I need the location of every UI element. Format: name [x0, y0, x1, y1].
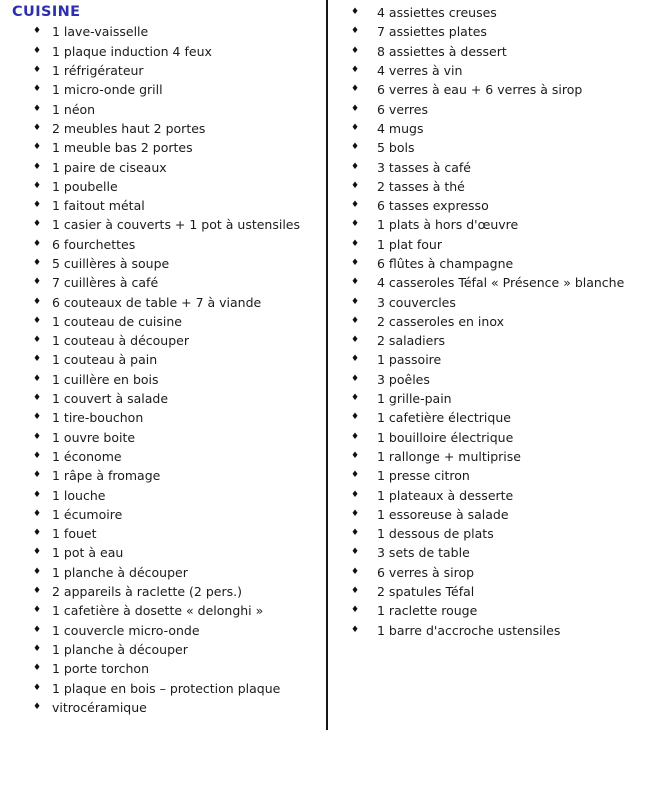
list-item [351, 505, 643, 524]
item-text: 1 paire de ciseaux [52, 159, 167, 175]
item-text: 1 louche [52, 487, 106, 503]
item-text: 6 tasses expresso [377, 198, 489, 214]
diamond-bullet-icon: ♦ [33, 701, 42, 712]
diamond-bullet-icon: ♦ [351, 296, 360, 307]
list-item [351, 215, 643, 234]
diamond-bullet-icon: ♦ [351, 315, 360, 326]
diamond-bullet-icon: ♦ [351, 528, 360, 539]
diamond-bullet-icon: ♦ [351, 180, 360, 191]
diamond-bullet-icon: ♦ [33, 412, 42, 423]
list-item [351, 601, 643, 620]
list-item [12, 119, 324, 138]
item-text: 1 économe [52, 448, 122, 464]
diamond-bullet-icon: ♦ [351, 586, 360, 597]
item-text: 1 réfrigérateur [52, 63, 144, 79]
item-text: 1 poubelle [52, 178, 118, 194]
item-text: 6 couteaux de table + 7 à viande [52, 294, 262, 310]
item-text: 1 couteau de cuisine [52, 313, 182, 329]
item-text: 1 cafetière à dosette « delonghi » [52, 603, 264, 619]
item-text: 1 cafetière électrique [377, 410, 511, 426]
item-text: 1 bouilloire électrique [377, 429, 514, 445]
item-text: 1 rallonge + multiprise [377, 448, 521, 464]
diamond-bullet-icon: ♦ [33, 624, 42, 635]
item-text: 4 verres à vin [377, 63, 463, 79]
item-text: 3 tasses à café [377, 159, 471, 175]
list-item [351, 370, 643, 389]
list-item [12, 331, 324, 350]
list-item [12, 215, 324, 234]
list-item [12, 292, 324, 311]
item-text: 1 plat four [377, 236, 442, 252]
diamond-bullet-icon: ♦ [33, 489, 42, 500]
item-text: 1 grille-pain [377, 391, 452, 407]
diamond-bullet-icon: ♦ [33, 547, 42, 558]
diamond-bullet-icon: ♦ [33, 528, 42, 539]
diamond-bullet-icon: ♦ [351, 393, 360, 404]
item-text: 8 assiettes à dessert [377, 43, 507, 59]
list-item [12, 273, 324, 292]
list-item [351, 235, 643, 254]
diamond-bullet-icon: ♦ [351, 7, 360, 18]
diamond-bullet-icon: ♦ [33, 431, 42, 442]
item-text: 1 passoire [377, 352, 442, 368]
item-text: 1 planche à découper [52, 564, 188, 580]
item-text: 1 dessous de plats [377, 526, 494, 542]
item-text: 1 ouvre boite [52, 429, 136, 445]
list-item [351, 196, 643, 215]
list-item [12, 563, 324, 582]
diamond-bullet-icon: ♦ [33, 180, 42, 191]
diamond-bullet-icon: ♦ [351, 450, 360, 461]
item-text: 1 faitout métal [52, 198, 145, 214]
diamond-bullet-icon: ♦ [351, 200, 360, 211]
diamond-bullet-icon: ♦ [351, 566, 360, 577]
item-text: 2 appareils à raclette (2 pers.) [52, 584, 242, 600]
item-text: 1 lave-vaisselle [52, 24, 149, 40]
diamond-bullet-icon: ♦ [33, 200, 42, 211]
diamond-bullet-icon: ♦ [351, 26, 360, 37]
list-item [12, 466, 324, 485]
item-text: 1 porte torchon [52, 661, 149, 677]
list-item [12, 389, 324, 408]
list-item [12, 678, 324, 697]
item-text: 1 râpe à fromage [52, 468, 161, 484]
diamond-bullet-icon: ♦ [351, 412, 360, 423]
diamond-bullet-icon: ♦ [33, 103, 42, 114]
diamond-bullet-icon: ♦ [351, 508, 360, 519]
diamond-bullet-icon: ♦ [33, 586, 42, 597]
list-item [351, 621, 643, 640]
list-item [351, 408, 643, 427]
list-item [351, 428, 643, 447]
list-item [351, 312, 643, 331]
diamond-bullet-icon: ♦ [33, 566, 42, 577]
diamond-bullet-icon: ♦ [33, 354, 42, 365]
diamond-bullet-icon: ♦ [33, 45, 42, 56]
item-text: 1 plaque induction 4 feux [52, 43, 212, 59]
diamond-bullet-icon: ♦ [33, 470, 42, 481]
list-item [12, 312, 324, 331]
item-text: 1 écumoire [52, 506, 123, 522]
item-text: 4 casseroles Téfal « Présence » blanche [377, 275, 625, 291]
list-item [351, 331, 643, 350]
item-text: 1 néon [52, 101, 96, 117]
diamond-bullet-icon: ♦ [33, 605, 42, 616]
list-item [12, 698, 324, 717]
diamond-bullet-icon: ♦ [33, 122, 42, 133]
list-item [12, 621, 324, 640]
list-item [351, 350, 643, 369]
item-text: 2 tasses à thé [377, 178, 465, 194]
item-text: 1 barre d'accroche ustensiles [377, 622, 561, 638]
list-item [12, 196, 324, 215]
list-item [351, 177, 643, 196]
item-text: 1 couvercle micro-onde [52, 622, 200, 638]
list-item [12, 543, 324, 562]
item-text: 1 cuillère en bois [52, 371, 159, 387]
diamond-bullet-icon: ♦ [351, 373, 360, 384]
item-text: 1 plats à hors d'œuvre [377, 217, 519, 233]
list-item [351, 99, 643, 118]
diamond-bullet-icon: ♦ [33, 315, 42, 326]
diamond-bullet-icon: ♦ [33, 142, 42, 153]
list-item [12, 582, 324, 601]
item-text: 2 saladiers [377, 333, 445, 349]
diamond-bullet-icon: ♦ [33, 296, 42, 307]
diamond-bullet-icon: ♦ [351, 238, 360, 249]
page-title: CUISINE [12, 4, 81, 20]
list-item [351, 524, 643, 543]
item-text: 6 verres [377, 101, 429, 117]
diamond-bullet-icon: ♦ [33, 26, 42, 37]
item-text: 5 bols [377, 140, 415, 156]
item-text: 7 cuillères à café [52, 275, 159, 291]
list-item [351, 273, 643, 292]
list-item [351, 389, 643, 408]
list-item [12, 177, 324, 196]
item-text: 3 sets de table [377, 545, 470, 561]
diamond-bullet-icon: ♦ [33, 393, 42, 404]
list-item [12, 601, 324, 620]
item-text: 1 couteau à découper [52, 333, 189, 349]
diamond-bullet-icon: ♦ [33, 277, 42, 288]
item-text: 4 mugs [377, 120, 424, 136]
list-item [12, 370, 324, 389]
right-item-list [351, 3, 643, 640]
list-item [12, 157, 324, 176]
diamond-bullet-icon: ♦ [351, 335, 360, 346]
item-text: 6 flûtes à champagne [377, 256, 514, 271]
diamond-bullet-icon: ♦ [33, 65, 42, 76]
item-text: 5 cuillères à soupe [52, 256, 170, 271]
item-text: 7 assiettes plates [377, 24, 487, 40]
item-text: 1 essoreuse à salade [377, 506, 509, 522]
item-text: 1 pot à eau [52, 545, 124, 561]
diamond-bullet-icon: ♦ [351, 605, 360, 616]
list-item [12, 524, 324, 543]
list-item [351, 563, 643, 582]
diamond-bullet-icon: ♦ [351, 219, 360, 230]
diamond-bullet-icon: ♦ [351, 103, 360, 114]
item-text: 1 couteau à pain [52, 352, 158, 368]
item-text: vitrocéramique [52, 699, 147, 715]
list-item [12, 485, 324, 504]
item-text: 3 poêles [377, 371, 430, 387]
list-item [351, 254, 643, 273]
list-item [351, 80, 643, 99]
item-text: 1 plaque en bois – protection plaque [52, 680, 281, 696]
diamond-bullet-icon: ♦ [33, 663, 42, 674]
diamond-bullet-icon: ♦ [351, 277, 360, 288]
list-item [351, 447, 643, 466]
item-text: 1 tire-bouchon [52, 410, 144, 426]
left-item-list [12, 22, 324, 717]
list-item [12, 22, 324, 41]
list-item [351, 292, 643, 311]
list-item [12, 235, 324, 254]
list-item [351, 22, 643, 41]
diamond-bullet-icon: ♦ [351, 122, 360, 133]
diamond-bullet-icon: ♦ [33, 84, 42, 95]
diamond-bullet-icon: ♦ [351, 354, 360, 365]
diamond-bullet-icon: ♦ [33, 450, 42, 461]
diamond-bullet-icon: ♦ [33, 161, 42, 172]
diamond-bullet-icon: ♦ [33, 643, 42, 654]
diamond-bullet-icon: ♦ [33, 682, 42, 693]
item-text: 6 verres à eau + 6 verres à sirop [377, 82, 583, 98]
diamond-bullet-icon: ♦ [351, 624, 360, 635]
item-text: 1 micro-onde grill [52, 82, 163, 98]
list-item [351, 61, 643, 80]
list-item [351, 543, 643, 562]
list-item [12, 42, 324, 61]
diamond-bullet-icon: ♦ [351, 65, 360, 76]
list-item [351, 466, 643, 485]
list-item [12, 640, 324, 659]
list-item [12, 138, 324, 157]
list-item [351, 42, 643, 61]
diamond-bullet-icon: ♦ [33, 238, 42, 249]
item-text: 3 couvercles [377, 294, 456, 310]
list-item [12, 99, 324, 118]
item-text: 1 raclette rouge [377, 603, 478, 619]
list-item [12, 408, 324, 427]
item-text: 1 couvert à salade [52, 391, 169, 407]
diamond-bullet-icon: ♦ [33, 258, 42, 268]
left-column [12, 3, 324, 717]
diamond-bullet-icon: ♦ [351, 84, 360, 95]
item-text: 1 presse citron [377, 468, 470, 484]
item-text: 1 plateaux à desserte [377, 487, 514, 503]
item-text: 1 casier à couverts + 1 pot à ustensiles [52, 217, 301, 233]
list-item [12, 505, 324, 524]
item-text: 6 fourchettes [52, 236, 136, 252]
diamond-bullet-icon: ♦ [351, 489, 360, 500]
list-item [351, 485, 643, 504]
list-item [12, 80, 324, 99]
list-item [351, 119, 643, 138]
item-text: 4 assiettes creuses [377, 5, 497, 21]
list-item [351, 3, 643, 22]
list-item [12, 350, 324, 369]
diamond-bullet-icon: ♦ [351, 470, 360, 481]
item-text: 2 meubles haut 2 portes [52, 120, 206, 136]
diamond-bullet-icon: ♦ [351, 142, 360, 153]
right-column [351, 3, 643, 640]
item-text: 2 spatules Téfal [377, 584, 475, 600]
diamond-bullet-icon: ♦ [351, 161, 360, 172]
list-item [351, 138, 643, 157]
item-text: 2 casseroles en inox [377, 313, 504, 329]
item-text: 6 verres à sirop [377, 564, 475, 580]
item-text: 1 meuble bas 2 portes [52, 140, 193, 156]
list-item [12, 428, 324, 447]
list-item [351, 582, 643, 601]
diamond-bullet-icon: ♦ [33, 335, 42, 346]
list-item [12, 254, 324, 273]
list-item [351, 157, 643, 176]
list-item [12, 659, 324, 678]
diamond-bullet-icon: ♦ [351, 547, 360, 558]
diamond-bullet-icon: ♦ [33, 373, 42, 384]
list-item [12, 61, 324, 80]
column-divider [326, 0, 328, 730]
item-text: 1 fouet [52, 526, 97, 542]
diamond-bullet-icon: ♦ [351, 431, 360, 442]
item-text: 1 planche à découper [52, 641, 188, 657]
diamond-bullet-icon: ♦ [33, 219, 42, 230]
diamond-bullet-icon: ♦ [33, 508, 42, 519]
diamond-bullet-icon: ♦ [351, 258, 360, 268]
list-item [12, 447, 324, 466]
diamond-bullet-icon: ♦ [351, 45, 360, 56]
